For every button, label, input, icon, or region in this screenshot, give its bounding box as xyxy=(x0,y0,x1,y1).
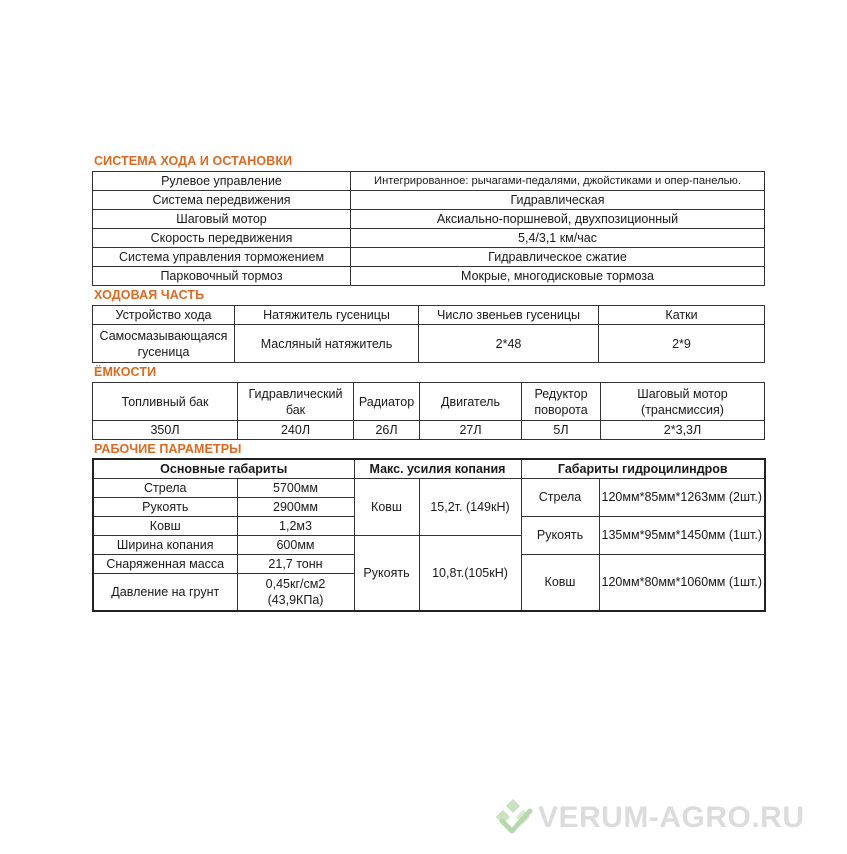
watermark-text: VERUM-AGRO.RU xyxy=(538,801,805,834)
cyl-value: 120мм*85мм*1263мм (2шт.) xyxy=(599,478,765,516)
spec-value: 2900мм xyxy=(237,497,354,516)
column-header: Натяжитель гусеницы xyxy=(235,306,419,325)
force-value: 10,8т.(105кН) xyxy=(419,535,521,611)
spec-label: Давление на грунт xyxy=(93,573,237,611)
section-title-capacities: ЁМКОСТИ xyxy=(94,365,157,379)
spec-label: Стрела xyxy=(93,478,237,497)
spec-value: 27Л xyxy=(420,421,522,440)
force-label: Рукоять xyxy=(354,535,419,611)
spec-value: Масляный натяжитель xyxy=(235,325,419,363)
spec-value: 0,45кг/см2 (43,9КПа) xyxy=(237,573,354,611)
spec-label: Система передвижения xyxy=(93,191,351,210)
movement-table xyxy=(92,171,765,286)
spec-value: 26Л xyxy=(354,421,420,440)
table-header-row xyxy=(93,459,765,478)
column-header: Редуктор поворота xyxy=(522,383,601,421)
table-row xyxy=(93,478,765,497)
spec-value: Гидравлическая xyxy=(351,191,765,210)
capacities-table xyxy=(92,382,765,440)
column-header: Основные габариты xyxy=(93,459,354,478)
table-row xyxy=(93,421,765,440)
section-title-working-params: РАБОЧИЕ ПАРАМЕТРЫ xyxy=(94,442,242,456)
column-header: Габариты гидроцилиндров xyxy=(521,459,765,478)
spec-value: Мокрые, многодисковые тормоза xyxy=(351,267,765,286)
force-label: Ковш xyxy=(354,478,419,535)
spec-value: 2*9 xyxy=(599,325,765,363)
column-header: Катки xyxy=(599,306,765,325)
table-row xyxy=(93,267,765,286)
spec-value: Самосмазывающаяся гусеница xyxy=(93,325,235,363)
column-header: Топливный бак xyxy=(93,383,238,421)
spec-value: 21,7 тонн xyxy=(237,554,354,573)
spec-label: Рулевое управление xyxy=(93,172,351,191)
column-header: Радиатор xyxy=(354,383,420,421)
cyl-label: Стрела xyxy=(521,478,599,516)
spec-value: Аксиально-поршневой, двухпозиционный xyxy=(351,210,765,229)
force-value: 15,2т. (149кН) xyxy=(419,478,521,535)
spec-value: 5Л xyxy=(522,421,601,440)
watermark xyxy=(496,797,841,841)
spec-label: Ковш xyxy=(93,516,237,535)
cyl-label: Ковш xyxy=(521,554,599,611)
cyl-value: 120мм*80мм*1060мм (1шт.) xyxy=(599,554,765,611)
spec-label: Снаряженная масса xyxy=(93,554,237,573)
table-header-row xyxy=(93,383,765,421)
spec-value: 600мм xyxy=(237,535,354,554)
table-row xyxy=(93,229,765,248)
section-title-undercarriage: ХОДОВАЯ ЧАСТЬ xyxy=(94,288,205,302)
table-row xyxy=(93,191,765,210)
table-header-row xyxy=(93,306,765,325)
column-header: Гидравлический бак xyxy=(238,383,354,421)
working-params-table xyxy=(92,458,766,612)
table-row xyxy=(93,248,765,267)
column-header: Макс. усилия копания xyxy=(354,459,521,478)
spec-value: 1,2м3 xyxy=(237,516,354,535)
column-header: Число звеньев гусеницы xyxy=(419,306,599,325)
spec-label: Ширина копания xyxy=(93,535,237,554)
spec-label: Парковочный тормоз xyxy=(93,267,351,286)
spec-value: 5,4/3,1 км/час xyxy=(351,229,765,248)
spec-label: Скорость передвижения xyxy=(93,229,351,248)
cyl-value: 135мм*95мм*1450мм (1шт.) xyxy=(599,516,765,554)
spec-value: Гидравлическое сжатие xyxy=(351,248,765,267)
column-header: Шаговый мотор (трансмиссия) xyxy=(601,383,765,421)
undercarriage-table xyxy=(92,305,765,363)
spec-label: Система управления торможением xyxy=(93,248,351,267)
spec-value: 2*3,3Л xyxy=(601,421,765,440)
spec-value: 5700мм xyxy=(237,478,354,497)
table-row xyxy=(93,210,765,229)
column-header: Двигатель xyxy=(420,383,522,421)
section-title-movement: СИСТЕМА ХОДА И ОСТАНОВКИ xyxy=(94,154,293,168)
table-row xyxy=(93,172,765,191)
spec-value: 2*48 xyxy=(419,325,599,363)
diamond-check-logo-icon xyxy=(496,799,536,839)
spec-value: 240Л xyxy=(238,421,354,440)
spec-value: 350Л xyxy=(93,421,238,440)
spec-label: Шаговый мотор xyxy=(93,210,351,229)
column-header: Устройство хода xyxy=(93,306,235,325)
cyl-label: Рукоять xyxy=(521,516,599,554)
spec-value: Интегрированное: рычагами-педалями, джойстиками и опер-панелью. xyxy=(351,172,765,191)
table-row xyxy=(93,325,765,363)
spec-label: Рукоять xyxy=(93,497,237,516)
